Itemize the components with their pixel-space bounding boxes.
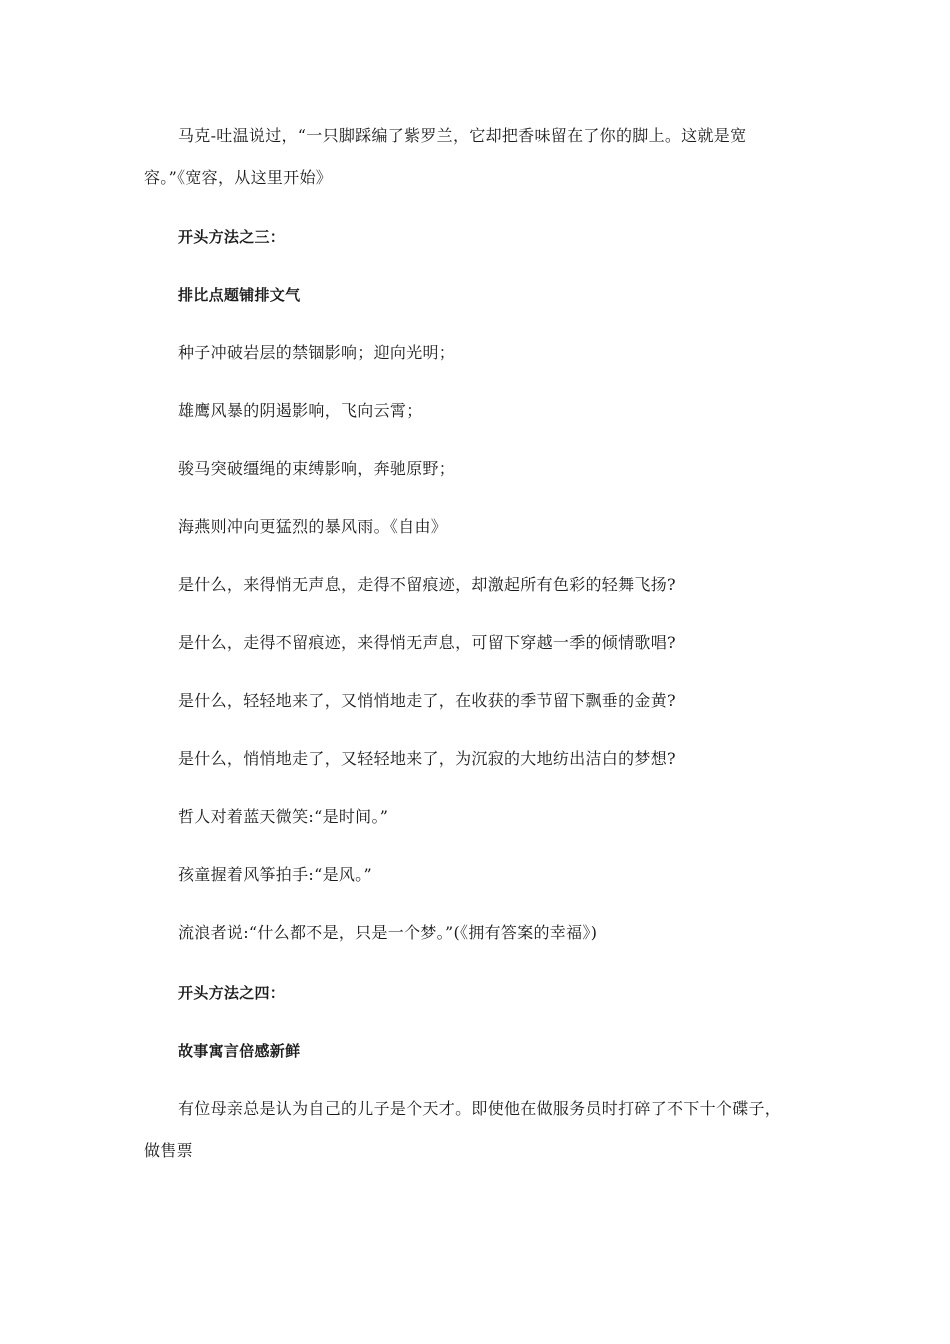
paragraph-line: 有位母亲总是认为自己的儿子是个天才。即使他在做服务员时打碎了不下十个碟子， <box>178 1099 782 1118</box>
section-subheading: 排比点题铺排文气 <box>178 286 301 304</box>
section-subheading: 故事寓言倍感新鲜 <box>178 1042 301 1060</box>
paragraph-line: 种子冲破岩层的禁锢影响；迎向光明； <box>178 343 456 362</box>
paragraph-line: 是什么，来得悄无声息，走得不留痕迹，却激起所有色彩的轻舞飞扬? <box>178 575 676 594</box>
section-heading: 开头方法之三： <box>178 228 286 246</box>
paragraph-line: 海燕则冲向更猛烈的暴风雨。《自由》 <box>178 517 448 536</box>
paragraph-line: 是什么，轻轻地来了，又悄悄地走了，在收获的季节留下飘垂的金黄? <box>178 691 676 710</box>
paragraph-line: 流浪者说:“什么都不是，只是一个梦。”(《拥有答案的幸福》) <box>178 923 598 942</box>
paragraph-line: 雄鹰风暴的阴遏影响，飞向云霄； <box>178 401 423 420</box>
paragraph-line: 容。”《宽容，从这里开始》 <box>144 168 333 187</box>
paragraph-line: 是什么，走得不留痕迹，来得悄无声息，可留下穿越一季的倾情歌唱? <box>178 633 676 652</box>
paragraph-line: 骏马突破缰绳的束缚影响，奔驰原野； <box>178 459 456 478</box>
section-heading: 开头方法之四： <box>178 984 286 1002</box>
paragraph-line: 哲人对着蓝天微笑:“是时间。” <box>178 807 389 826</box>
paragraph-line: 马克-吐温说过，“一只脚踩编了紫罗兰，它却把香味留在了你的脚上。这就是宽 <box>178 126 747 145</box>
paragraph-line: 是什么，悄悄地走了，又轻轻地来了，为沉寂的大地纺出洁白的梦想? <box>178 749 676 768</box>
paragraph-line: 做售票 <box>144 1141 193 1160</box>
paragraph-line: 孩童握着风筝拍手:“是风。” <box>178 865 372 884</box>
